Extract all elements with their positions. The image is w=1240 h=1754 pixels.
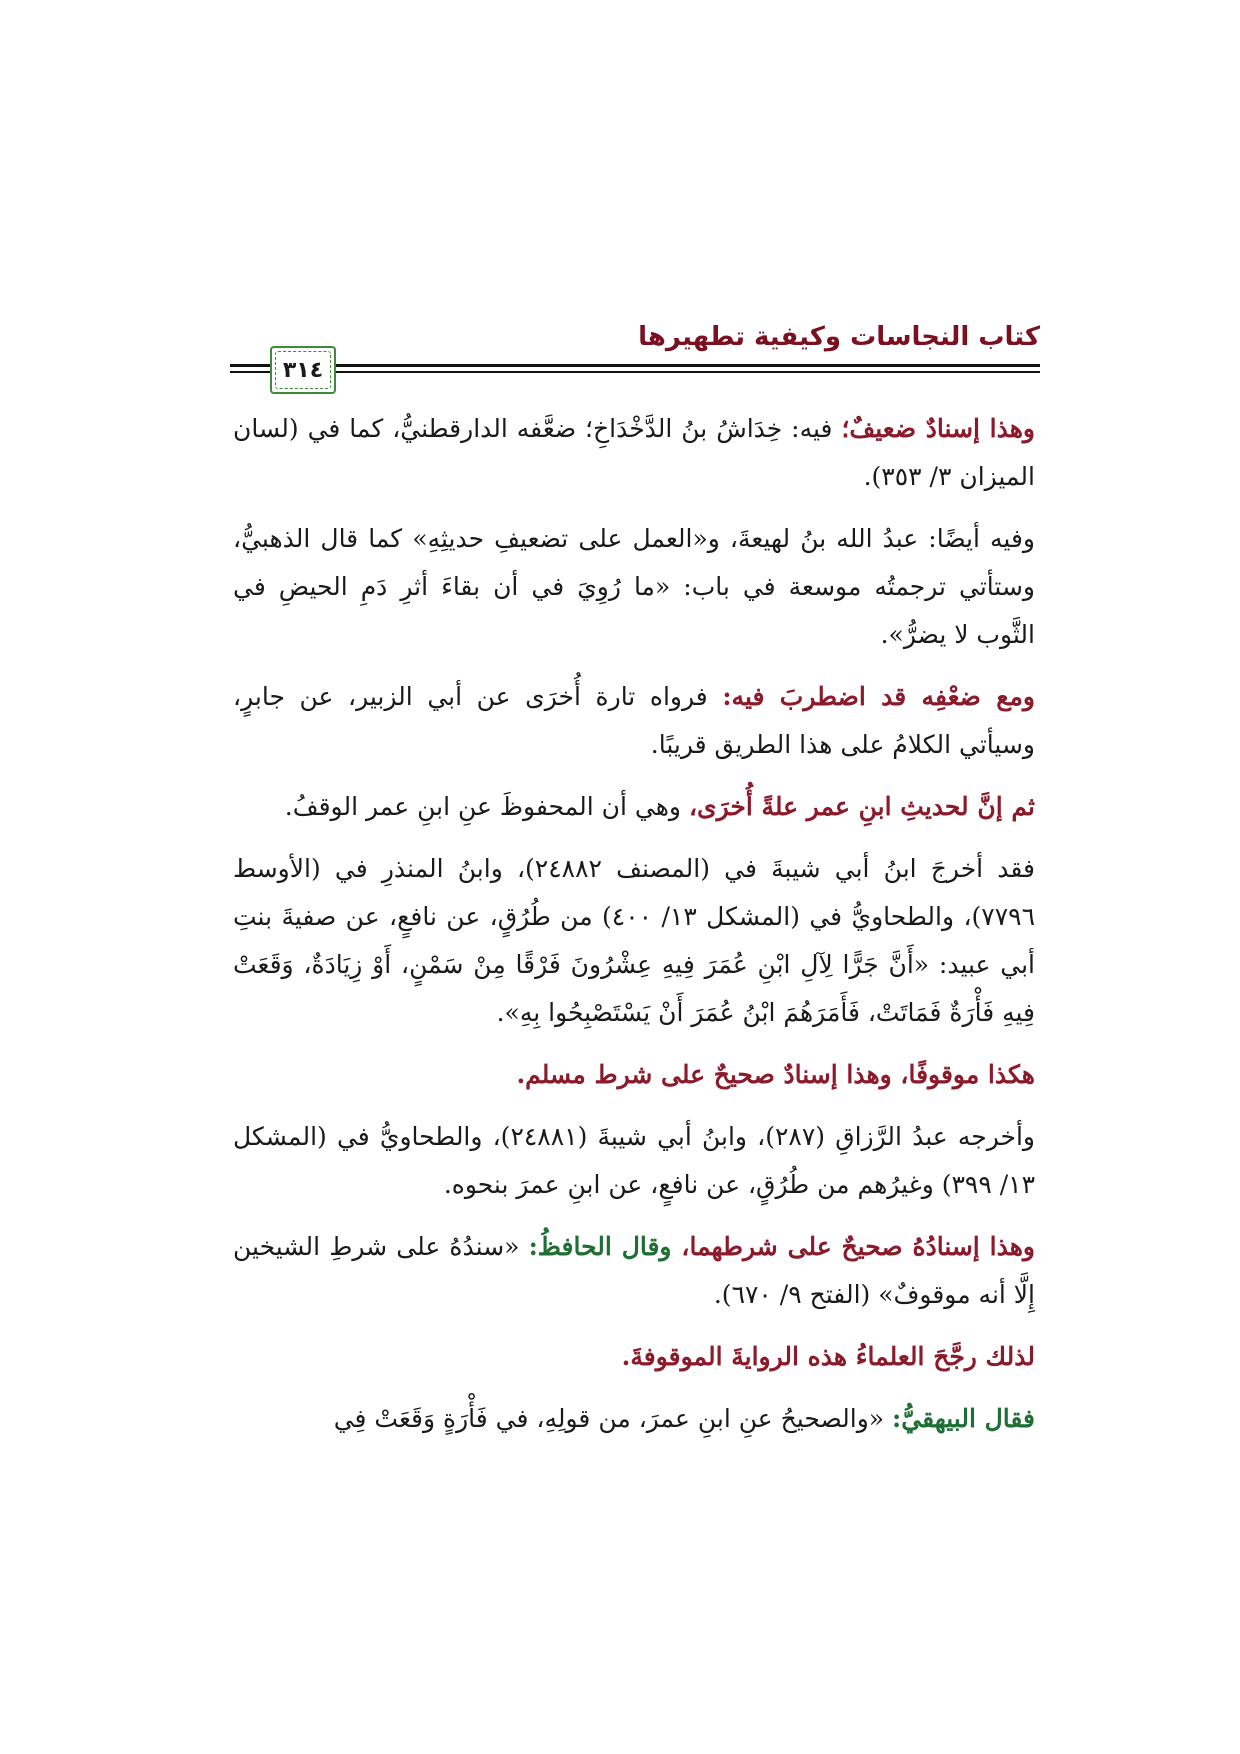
body-text: «والصحيحُ عنِ ابنِ عمرَ، من قولِهِ، في فَأْرَةٍ وَقَعَتْ فِي bbox=[333, 1404, 893, 1433]
header-rule bbox=[230, 364, 1040, 367]
scholar-name: وقال الحافظُ: bbox=[528, 1232, 682, 1261]
paragraph bbox=[233, 405, 1035, 501]
paragraph bbox=[233, 1051, 1035, 1099]
body-text: وهي أن المحفوظَ عنِ ابنِ عمر الوقفُ. bbox=[284, 792, 689, 821]
paragraph bbox=[233, 845, 1035, 1037]
body-text: وفيه أيضًا: عبدُ الله بنُ لهيعةَ، و«العمل على تضعيفِ حديثِهِ» كما قال الذهبيُّ، وستأتي ترجمتُه موسعة في باب: «ما رُوِيَ في أن بقاءَ أثرِ دَمِ الحيضِ في الثَّوب لا يضرُّ». bbox=[233, 524, 1035, 649]
page-number-badge bbox=[270, 346, 336, 394]
page-body bbox=[233, 405, 1035, 1457]
paragraph bbox=[233, 515, 1035, 659]
paragraph bbox=[233, 1113, 1035, 1209]
page-number: ٣١٤ bbox=[282, 357, 324, 383]
paragraph bbox=[233, 1333, 1035, 1381]
scholar-name: فقال البيهقيُّ: bbox=[892, 1404, 1035, 1433]
body-text: فيه: خِدَاشُ بنُ الدَّخْدَاخِ؛ ضعَّفه الدارقطنيُّ، كما في (لسان الميزان ٣/ ٣٥٣). bbox=[233, 414, 1035, 491]
paragraph bbox=[233, 673, 1035, 769]
body-text: وأخرجه عبدُ الرَّزاقِ (٢٨٧)، وابنُ أبي شيبةَ (٢٤٨٨١)، والطحاويُّ في (المشكل ١٣/ ٣٩٩) وغيرُهم من طُرُقٍ، عن نافعٍ، عن ابنِ عمرَ بنحوه. bbox=[233, 1122, 1035, 1199]
highlight-text: وهذا إسنادُهُ صحيحٌ على شرطهما، bbox=[681, 1232, 1035, 1261]
body-text: «سندُهُ على شرطِ الشيخين إِلَّا أنه موقوفٌ» (الفتح ٩/ ٦٧٠). bbox=[233, 1232, 1035, 1309]
highlight-text: ثم إنَّ لحديثِ ابنِ عمر علةً أُخرَى، bbox=[688, 792, 1035, 821]
highlight-text: هكذا موقوفًا، وهذا إسنادٌ صحيحٌ على شرط مسلم. bbox=[516, 1060, 1035, 1089]
paragraph bbox=[233, 1223, 1035, 1319]
paragraph bbox=[233, 783, 1035, 831]
highlight-text: لذلك رجَّحَ العلماءُ هذه الروايةَ الموقوفةَ. bbox=[621, 1342, 1035, 1371]
highlight-text: وهذا إسنادٌ ضعيفٌ؛ bbox=[841, 414, 1035, 443]
highlight-text: ومع ضعْفِه قد اضطربَ فيه: bbox=[722, 682, 1035, 711]
book-title: كتاب النجاسات وكيفية تطهيرها bbox=[638, 322, 1040, 352]
header-rule-thin bbox=[230, 371, 1040, 373]
body-text: فقد أخرجَ ابنُ أبي شيبةَ في (المصنف ٢٤٨٨٢)، وابنُ المنذرِ في (الأوسط ٧٧٩٦)، والطحاويُّ في (المشكل ١٣/ ٤٠٠) من طُرُقٍ، عن نافعٍ، عن صفيةَ بنتِ أبي عبيد: «أَنَّ جَرًّا لِآلِ ابْنِ عُمَرَ فِيهِ عِشْرُونَ فَرْقًا مِنْ سَمْنٍ، أَوْ زِيَادَةٌ، وَقَعَتْ فِيهِ فَأْرَةٌ فَمَاتَتْ، فَأَمَرَهُمَ ابْنُ عُمَرَ أَنْ يَسْتَصْبِحُوا بِهِ». bbox=[233, 854, 1036, 1027]
body-text: فرواه تارة أُخرَى عن أبي الزبير، عن جابرٍ، وسيأتي الكلامُ على هذا الطريق قريبًا. bbox=[233, 682, 1035, 759]
paragraph bbox=[233, 1395, 1035, 1443]
page-header bbox=[230, 300, 1040, 383]
